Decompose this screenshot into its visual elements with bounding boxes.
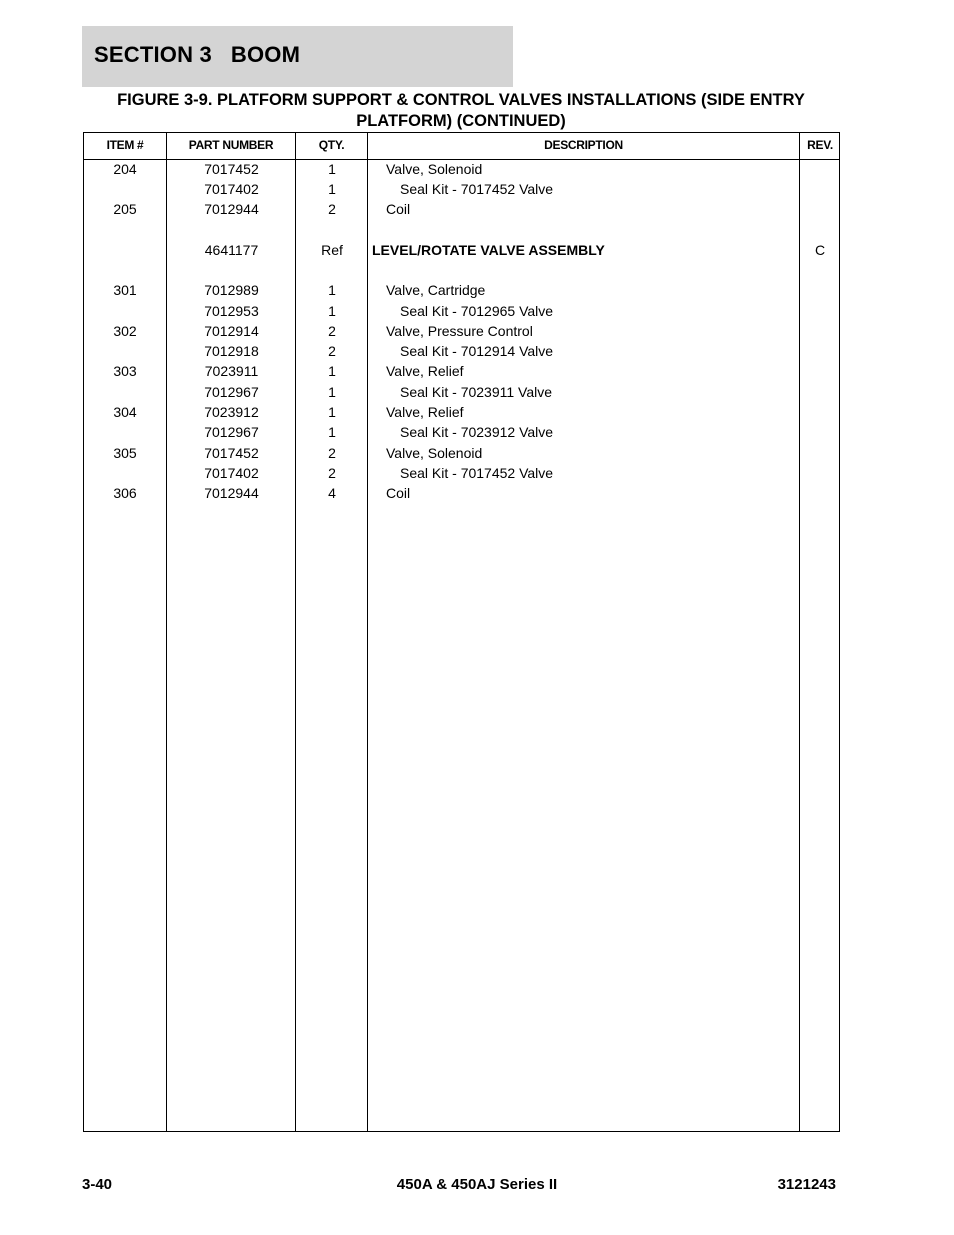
figure-title [82,90,840,132]
part-number: 7012953 [204,303,259,319]
table-row [84,483,839,503]
quantity: 2 [328,201,336,217]
header-description: DESCRIPTION [544,138,623,152]
header-part-number: PART NUMBER [188,138,274,152]
table-row [84,361,839,381]
description: Valve, Pressure Control [386,323,533,339]
quantity: 1 [328,404,336,420]
model-name: 450A & 450AJ Series II [396,1176,558,1193]
item-number: 305 [113,445,137,461]
part-number: 7017402 [204,465,259,481]
table-row [84,422,839,442]
table-row [84,280,839,300]
part-number: 7017452 [204,161,259,177]
quantity: 1 [328,303,336,319]
part-number: 7023912 [204,404,259,420]
figure-title-line-1: FIGURE 3-9. PLATFORM SUPPORT & CONTROL VALVES INSTALLATIONS (SIDE ENTRY [117,91,805,109]
table-row [84,382,839,402]
quantity: 1 [328,282,336,298]
part-number: 7012967 [204,384,259,400]
section-title: SECTION 3 BOOM [94,42,301,67]
header-qty: QTY. [318,138,345,152]
part-number: 7012989 [204,282,259,298]
document-number: 3121243 [777,1176,836,1193]
table-row [84,199,839,219]
item-number: 302 [113,323,137,339]
item-number: 301 [113,282,137,298]
part-number: 4641177 [204,242,259,258]
quantity: 2 [328,465,336,481]
assembly-description: LEVEL/ROTATE VALVE ASSEMBLY [372,242,605,258]
quantity: 1 [328,384,336,400]
description: Seal Kit - 7012914 Valve [400,343,554,359]
quantity: 4 [328,485,336,501]
table-row [84,341,839,361]
part-number: 7012944 [204,201,259,217]
part-number: 7012914 [204,323,259,339]
table-row [84,402,839,422]
quantity: 1 [328,363,336,379]
part-number: 7023911 [204,363,259,379]
description: Seal Kit - 7023912 Valve [400,424,554,440]
quantity: 1 [328,181,336,197]
quantity: 1 [328,161,336,177]
page-number: 3-40 [82,1176,113,1193]
description: Seal Kit - 7012965 Valve [400,303,554,319]
part-number: 7012918 [204,343,259,359]
table-row [84,179,839,199]
table-row [84,159,839,179]
description: Seal Kit - 7023911 Valve [400,384,553,400]
description: Valve, Solenoid [386,161,483,177]
description: Valve, Solenoid [386,445,483,461]
quantity: 2 [328,445,336,461]
description: Valve, Cartridge [386,282,486,298]
description: Valve, Relief [386,404,464,420]
description: Seal Kit - 7017452 Valve [400,181,554,197]
table-row [84,443,839,463]
figure-title-line-2: PLATFORM) (CONTINUED) [356,112,566,130]
item-number: 304 [113,404,137,420]
description: Valve, Relief [386,363,464,379]
item-number: 306 [113,485,137,501]
section-header [82,26,513,87]
quantity: 2 [328,323,336,339]
item-number: 303 [113,363,137,379]
part-number: 7012944 [204,485,259,501]
table-row [84,463,839,483]
table-row [84,321,839,341]
quantity: 2 [328,343,336,359]
description: Coil [386,485,411,501]
item-number: 204 [113,161,137,177]
part-number: 7012967 [204,424,259,440]
revision: C [814,242,826,258]
header-rev: REV. [807,138,833,152]
header-item: ITEM # [106,138,144,152]
description: Coil [386,201,411,217]
parts-table [83,132,840,1132]
description: Seal Kit - 7017452 Valve [400,465,554,481]
table-row [84,301,839,321]
part-number: 7017402 [204,181,259,197]
quantity: 1 [328,424,336,440]
table-row [84,240,839,260]
quantity: Ref [321,242,343,258]
part-number: 7017452 [204,445,259,461]
item-number: 205 [113,201,137,217]
